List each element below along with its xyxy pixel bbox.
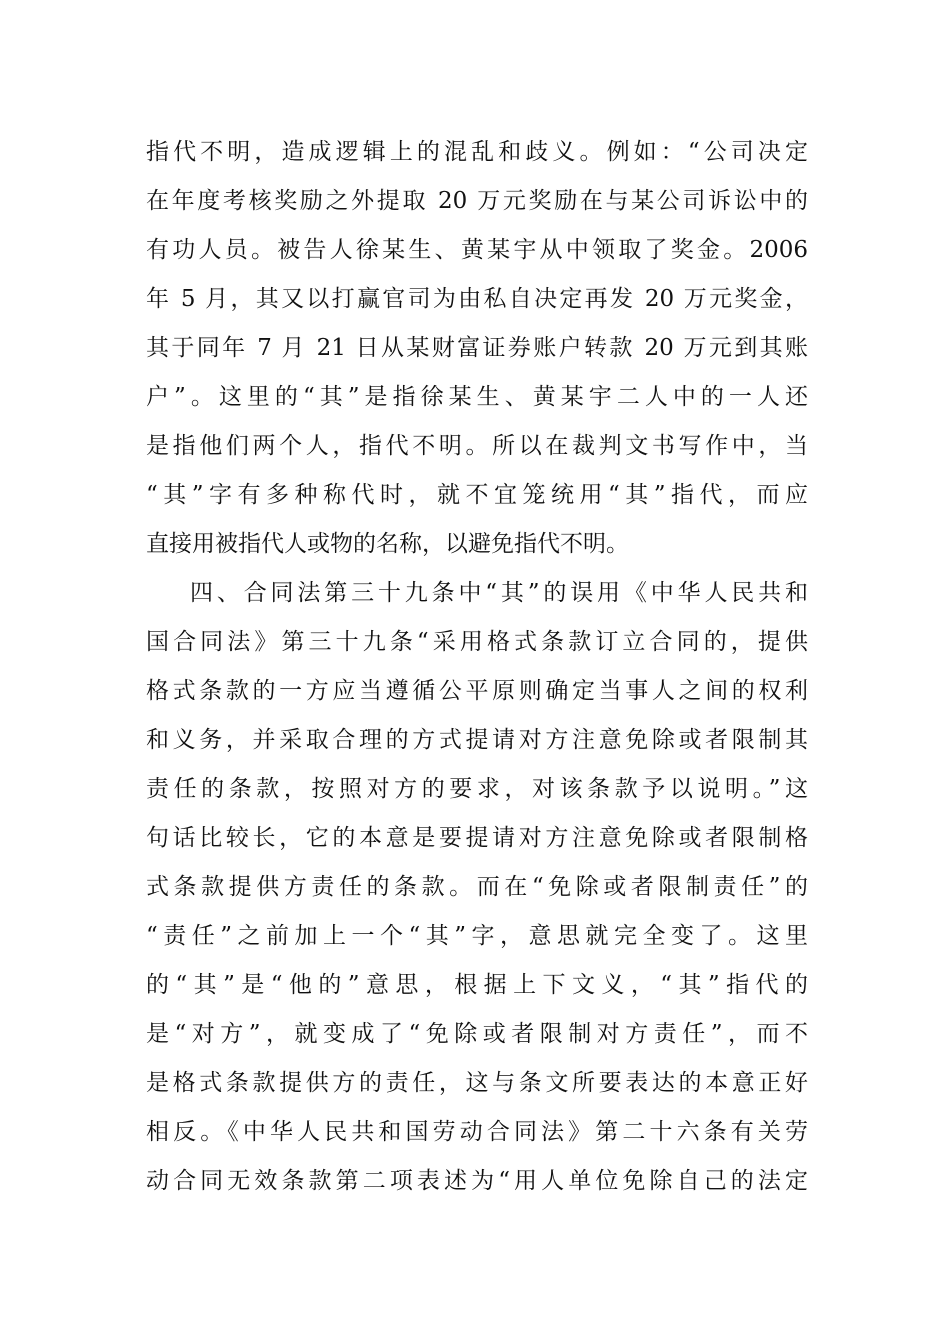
section-heading-line: 四、合同法第三十九条中“其”的误用《中华人民共和 xyxy=(190,580,808,606)
text-line: 在年度考核奖励之外提取 20 万元奖励在与某公司诉讼中的 xyxy=(146,188,808,214)
text-line: 责任的条款，按照对方的要求，对该条款予以说明。”这 xyxy=(146,776,808,802)
text-line: 和义务，并采取合理的方式提请对方注意免除或者限制其 xyxy=(146,727,808,753)
text-line: 户”。这里的“其”是指徐某生、黄某宇二人中的一人还 xyxy=(146,384,808,410)
text-line: 动合同无效条款第二项表述为“用人单位免除自己的法定 xyxy=(146,1168,808,1194)
text-line: 指代不明，造成逻辑上的混乱和歧义。例如：“公司决定 xyxy=(146,139,808,165)
text-line: 式条款提供方责任的条款。而在“免除或者限制责任”的 xyxy=(146,874,808,900)
text-line: 是指他们两个人，指代不明。所以在裁判文书写作中，当 xyxy=(146,433,808,459)
text-line: “其”字有多种称代时，就不宜笼统用“其”指代，而应 xyxy=(146,482,808,508)
text-line: 格式条款的一方应当遵循公平原则确定当事人之间的权利 xyxy=(146,678,808,704)
text-line: 的“其”是“他的”意思，根据上下文义，“其”指代的 xyxy=(146,972,808,998)
text-line: 年 5 月，其又以打赢官司为由私自决定再发 20 万元奖金， xyxy=(146,286,808,312)
text-line: 其于同年 7 月 21 日从某财富证券账户转款 20 万元到其账 xyxy=(146,335,808,361)
text-line: 句话比较长，它的本意是要提请对方注意免除或者限制格 xyxy=(146,825,808,851)
paragraph-end-line: 直接用被指代人或物的名称，以避免指代不明。 xyxy=(146,531,629,557)
text-line: 相反。《中华人民共和国劳动合同法》第二十六条有关劳 xyxy=(146,1119,808,1145)
text-line: 有功人员。被告人徐某生、黄某宇从中领取了奖金。2006 xyxy=(146,237,808,263)
text-line: 是格式条款提供方的责任，这与条文所要表达的本意正好 xyxy=(146,1070,808,1096)
text-line: 是“对方”，就变成了“免除或者限制对方责任”，而不 xyxy=(146,1021,808,1047)
document-body xyxy=(146,128,808,1206)
text-line: “责任”之前加上一个“其”字，意思就完全变了。这里 xyxy=(146,923,808,949)
text-line: 国合同法》第三十九条“采用格式条款订立合同的，提供 xyxy=(146,629,808,655)
